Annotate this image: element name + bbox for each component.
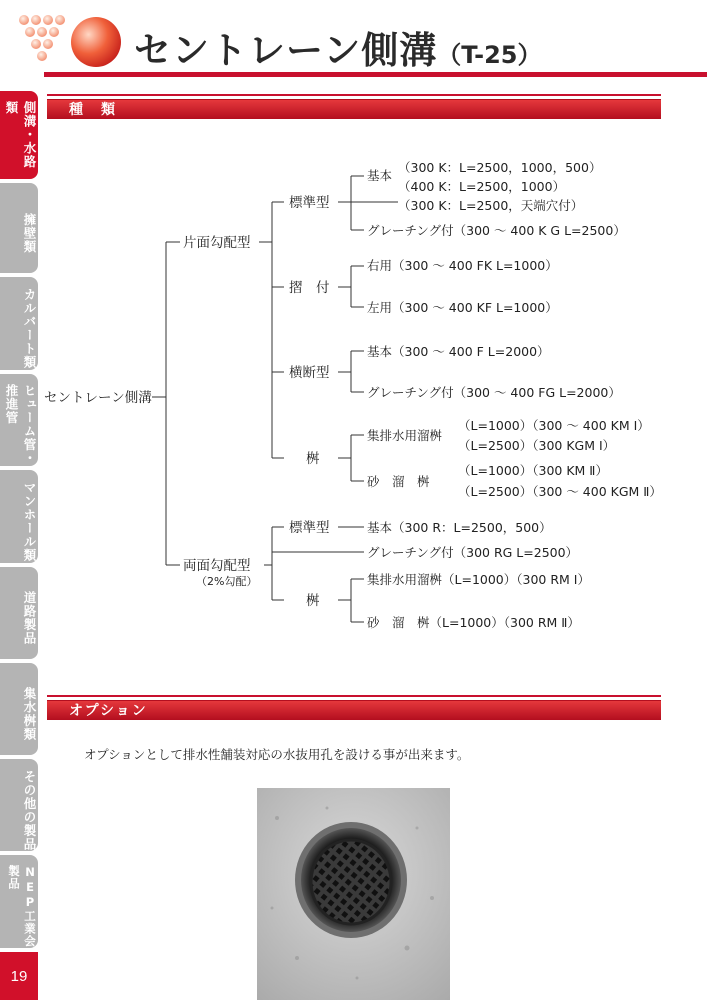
- kihon-spec-2: （400 K：L=2500，1000）: [398, 179, 566, 194]
- tab-label: カルバート類: [22, 288, 37, 369]
- node-both-masu: 桝: [306, 593, 320, 609]
- node-cross-kihon: 基本（300 ～ 400 F L=2000）: [367, 344, 550, 359]
- node-kihon: 基本: [367, 168, 393, 183]
- node-root: セントレーン側溝: [44, 390, 152, 406]
- tab-label: 集水桝類: [22, 687, 37, 741]
- tab-label: 擁壁類: [22, 212, 37, 254]
- title-main: セントレーン側溝: [134, 29, 438, 72]
- option-description: オプションとして排水性舗装対応の水抜用孔を設ける事が出来ます。: [84, 747, 470, 762]
- drain-hole-photo: [257, 788, 450, 1000]
- node-right: 右用（300 ～ 400 FK L=1000）: [367, 258, 558, 273]
- tab-label: ヒューム管・推進管: [4, 384, 37, 465]
- sand-spec-1: （L=1000）（300 KM Ⅱ）: [458, 463, 608, 478]
- node-cross-grating: グレーチング付（300 ～ 400 FG L=2000）: [367, 385, 621, 400]
- node-suri: 摺 付: [289, 280, 330, 296]
- section-title: オプション: [69, 703, 148, 719]
- kihon-spec-1: （300 K：L=2500，1000，500）: [398, 160, 602, 175]
- kihon-spec-3: （300 K：L=2500，天端穴付）: [398, 198, 584, 213]
- node-both-grating: グレーチング付（300 RG L=2500）: [367, 545, 579, 560]
- shuhai-spec-2: （L=2500）（300 KGM Ⅰ）: [458, 438, 616, 453]
- tab-label: その他の製品: [22, 769, 37, 851]
- tab-label: NEP工業会製品: [7, 865, 37, 948]
- node-sand: 砂 溜 桝: [367, 474, 430, 489]
- node-both-sand: 砂 溜 桝（L=1000）（300 RM Ⅱ）: [367, 615, 580, 630]
- title-suffix: （T-25）: [437, 41, 542, 69]
- sand-spec-2: （L=2500）（300 ～ 400 KGM Ⅱ）: [458, 484, 662, 499]
- node-one-side: 片面勾配型: [183, 235, 251, 251]
- node-both-kihon: 基本（300 R：L=2500，500）: [367, 520, 552, 535]
- shuhai-spec-1: （L=1000）（300 ～ 400 KM Ⅰ）: [458, 418, 650, 433]
- node-both-side: 両面勾配型: [183, 558, 251, 574]
- tab-label: 側溝・水路類: [4, 101, 37, 169]
- node-both-shuhai: 集排水用溜桝（L=1000）（300 RM Ⅰ）: [367, 572, 590, 587]
- tab-label: マンホール類: [22, 481, 37, 562]
- node-cross: 横断型: [289, 365, 330, 381]
- node-both-side-note: （2%勾配）: [196, 575, 258, 588]
- section-title: 種 類: [69, 102, 117, 118]
- node-left: 左用（300 ～ 400 KF L=1000）: [367, 300, 558, 315]
- tab-label: 道路製品: [22, 591, 37, 645]
- node-shuhai: 集排水用溜桝: [367, 428, 443, 443]
- node-standard: 標準型: [289, 195, 330, 211]
- page-number: 19: [0, 952, 38, 1000]
- node-masu: 桝: [306, 451, 320, 467]
- node-both-standard: 標準型: [289, 520, 330, 536]
- node-grating: グレーチング付（300 ～ 400 K G L=2500）: [367, 223, 626, 238]
